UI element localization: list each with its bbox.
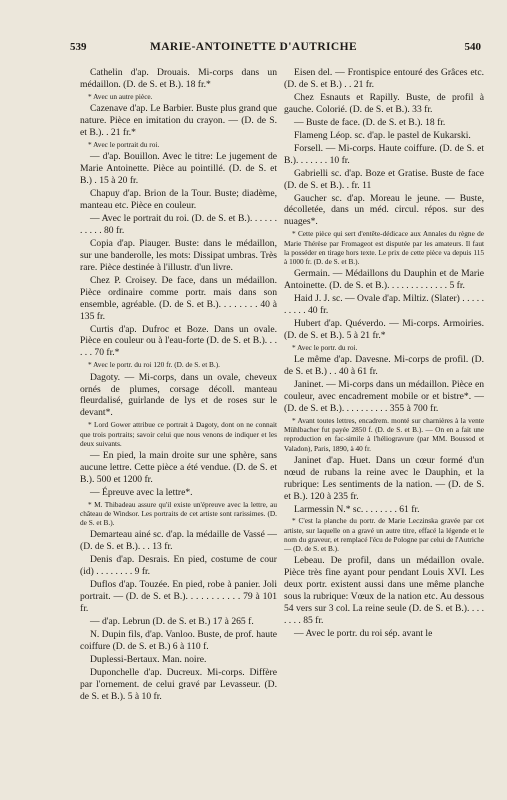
footnote: * Cette pièce qui sert d'entête-dédicace aux Annales du règne de Marie Thérèse par Fromageot est disputée par les amateurs. Il faut la posséder en tirage hors texte. Le prix de cette pièce va depuis 115 à 1000 fr. (D. de S. et B.). [284,229,484,266]
catalog-entry: Hubert d'ap. Quéverdo. — Mi-corps. Armoiries. (D. de S. et B.). 5 à 21 fr.* [284,318,484,341]
catalog-entry: Dagoty. — Mi-corps, dans un ovale, cheveux ornés de plumes, corsage décoll. manteau fleurdalisé, guirlande de lys et de roses sur le devant*. [80,371,277,419]
catalog-entry: Curtis d'ap. Dufroc et Boze. Dans un ovale. Pièce en couleur ou à l'eau-forte (D. de S. et B.). . . . . . 70 fr.* [80,323,277,359]
catalog-entry: Le même d'ap. Davesne. Mi-corps de profil. (D. de S. et B.) . . 40 à 61 fr. [284,354,484,378]
catalog-entry: Gaucher sc. d'ap. Moreau le jeune. — Buste, décolletée, dans un méd. circul. répos. sur des nuages*. [284,192,484,228]
catalog-entry: Copia d'ap. Piauger. Buste: dans le médaillon, sur une banderolle, les mots: Dissipat umbras. Très rare. Pièce destinée à l'illustr. d'un livre. [80,237,277,273]
catalog-entry: Forsell. — Mi-corps. Haute coiffure. (D. de S. et B.). . . . . . . 10 fr. [284,142,484,166]
catalog-entry: — Avec le portr. du roi sép. avant le [294,628,433,639]
catalog-entry: — Buste de face. (D. de S. et B.). 18 fr. [294,116,446,128]
catalog-entry: Janinet d'ap. Huet. Dans un cœur formé d'un nœud de rubans la reine avec le Dauphin, et la rubrique: Les sentiments de la nation. — (D. de S. et B.). 120 à 235 fr. [284,454,484,502]
footnote: * Avec le portrait du roi. [88,139,160,149]
catalog-entry: Larmessin N.* sc. . . . . . . . 61 fr. [294,503,420,515]
catalog-entry: Eisen del. — Frontispice entouré des Grâces etc. (D. de S. et B.) . . 21 fr. [284,67,484,90]
footnote: * C'est la planche du portr. de Marie Leczinska gravée par cet artiste, sur laquelle on a gravé un autre titre, effacé la légende et le nom du graveur, et remplacé l'écu de Pologne par celui de l'Autriche — (D. de S. et B.). [284,516,484,554]
catalog-entry: — Épreuve avec la lettre*. [90,486,193,498]
footnote: * Avec le portr. du roi 120 fr. (D. de S. et B.). [88,360,220,370]
page-header [0,41,507,59]
footnote: * Avec le portr. du roi. [292,342,358,352]
catalog-entry: Chapuy d'ap. Brion de la Tour. Buste; diadème, manteau etc. Pièce en couleur. [80,188,277,211]
catalog-entry: Germain. — Médaillons du Dauphin et de Marie Antoinette. (D. de S. et B.). . . . . . . . . . . . . 5 fr. [284,268,484,292]
footnote: * Lord Gower attribue ce portrait à Dagoty, dont on ne connait que trois portraits; savoir celui que nous venons de indiquer et les deux suivants. [80,420,277,448]
page-number-left: 539 [70,41,87,53]
catalog-entry: Duponchelle d'ap. Ducreux. Mi-corps. Diffère par l'ornement. de celui gravé par Levasseur. (D. de S. et B.). 5 à 10 fr. [80,666,277,702]
page-number-right: 540 [464,41,481,53]
running-title: MARIE-ANTOINETTE D'AUTRICHE [149,41,358,53]
catalog-entry: Denis d'ap. Desrais. En pied, costume de cour (id) . . . . . . . . 9 fr. [80,554,277,578]
catalog-entry: — Avec le portrait du roi. (D. de S. et B.). . . . . . . . . . . 80 fr. [80,212,277,236]
catalog-entry: Chez P. Croisey. De face, dans un médaillon. Pièce ordinaire comme portr. mais dans son ensemble, agréable. (D. de S. et B.). . . . . . . . 40 à 135 fr. [80,274,277,322]
right-column [284,67,484,797]
catalog-entry: — En pied, la main droite sur une sphère, sans aucune lettre. Cette pièce a été vendue. (D. de S. et B.). 500 et 1200 fr. [80,450,277,485]
catalog-entry: Lebeau. De profil, dans un médaillon ovale. Pièce très fine ayant pour pendant Louis XVI. Les deux portr. existent aussi dans une même planche sous la rubrique: Vœux de la nation etc. Au dessous 54 vers sur 3 col. La reine seule (D. de S. et B.). . . . . . . . 85 fr. [284,555,484,627]
catalog-entry: Duflos d'ap. Touzée. En pied, robe à panier. Joli portrait. — (D. de S. et B.). . . . . . . . . . . 79 à 101 fr. [80,579,277,615]
catalog-entry: Cazenave d'ap. Le Barbier. Buste plus grand que nature. Pièce en imitation du crayon. — (D. de S. et B.). . 21 fr.* [80,103,277,139]
footnote: * Avant toutes lettres, encadrem. monté sur charnières à la vente Mühlbacher fut payée 2850 f. (D. de S. et B.). — On en a fait une reproduction en fac-simile à l'héliogravure (par MM. Boussod et Valadon), Paris, 1890, à 40 fr. [284,415,484,453]
catalog-entry: Cathelin d'ap. Drouais. Mi-corps dans un médaillon. (D. de S. et B.). 18 fr.* [80,67,277,90]
catalog-entry: Chez Esnauts et Rapilly. Buste, de profil à gauche. Colorié. (D. de S. et B.). 33 fr. [284,91,484,115]
catalog-entry: Duplessi-Bertaux. Man. noire. [90,653,207,665]
catalog-entry: Demarteau ainé sc. d'ap. la médaille de Vassé — (D. de S. et B.). . . 13 fr. [80,529,277,553]
footnote: * M. Thibadeau assure qu'il existe un'épreuve avec la lettre, au château de Windsor. Les portraits de cet artiste sont rarissimes. (D. de S. et B.). [80,499,277,528]
catalog-entry: Haid J. J. sc. — Ovale d'ap. Miltiz. (Slater) . . . . . . . . . . 40 fr. [284,293,484,317]
footnote: * Avec un autre pièce. [88,91,153,101]
catalog-entry: Janinet. — Mi-corps dans un médaillon. Pièce en couleur, avec encadrement mobile or et bistre*. — (D. de S. et B.). . . . . . . . . . 355 à 700 fr. [284,379,484,414]
catalog-entry: — d'ap. Lebrun (D. de S. et B.) 17 à 265 f. [90,616,254,628]
catalog-entry: Gabrielli sc. d'ap. Boze et Gratise. Buste de face (D. de S. et B.). . fr. 11 [284,167,484,191]
catalog-entry: Flameng Léop. sc. d'ap. le pastel de Kukarski. [294,129,471,141]
catalog-entry: N. Dupin fils, d'ap. Vanloo. Buste, de prof. haute coiffure (D. de S. et B.) 6 à 110 f. [80,629,277,652]
catalog-entry: — d'ap. Bouillon. Avec le titre: Le jugement de Marie Antoinette. Pièce au pointillé. (D. de S. et B.) . 15 à 20 fr. [80,151,277,187]
left-column [80,67,277,797]
